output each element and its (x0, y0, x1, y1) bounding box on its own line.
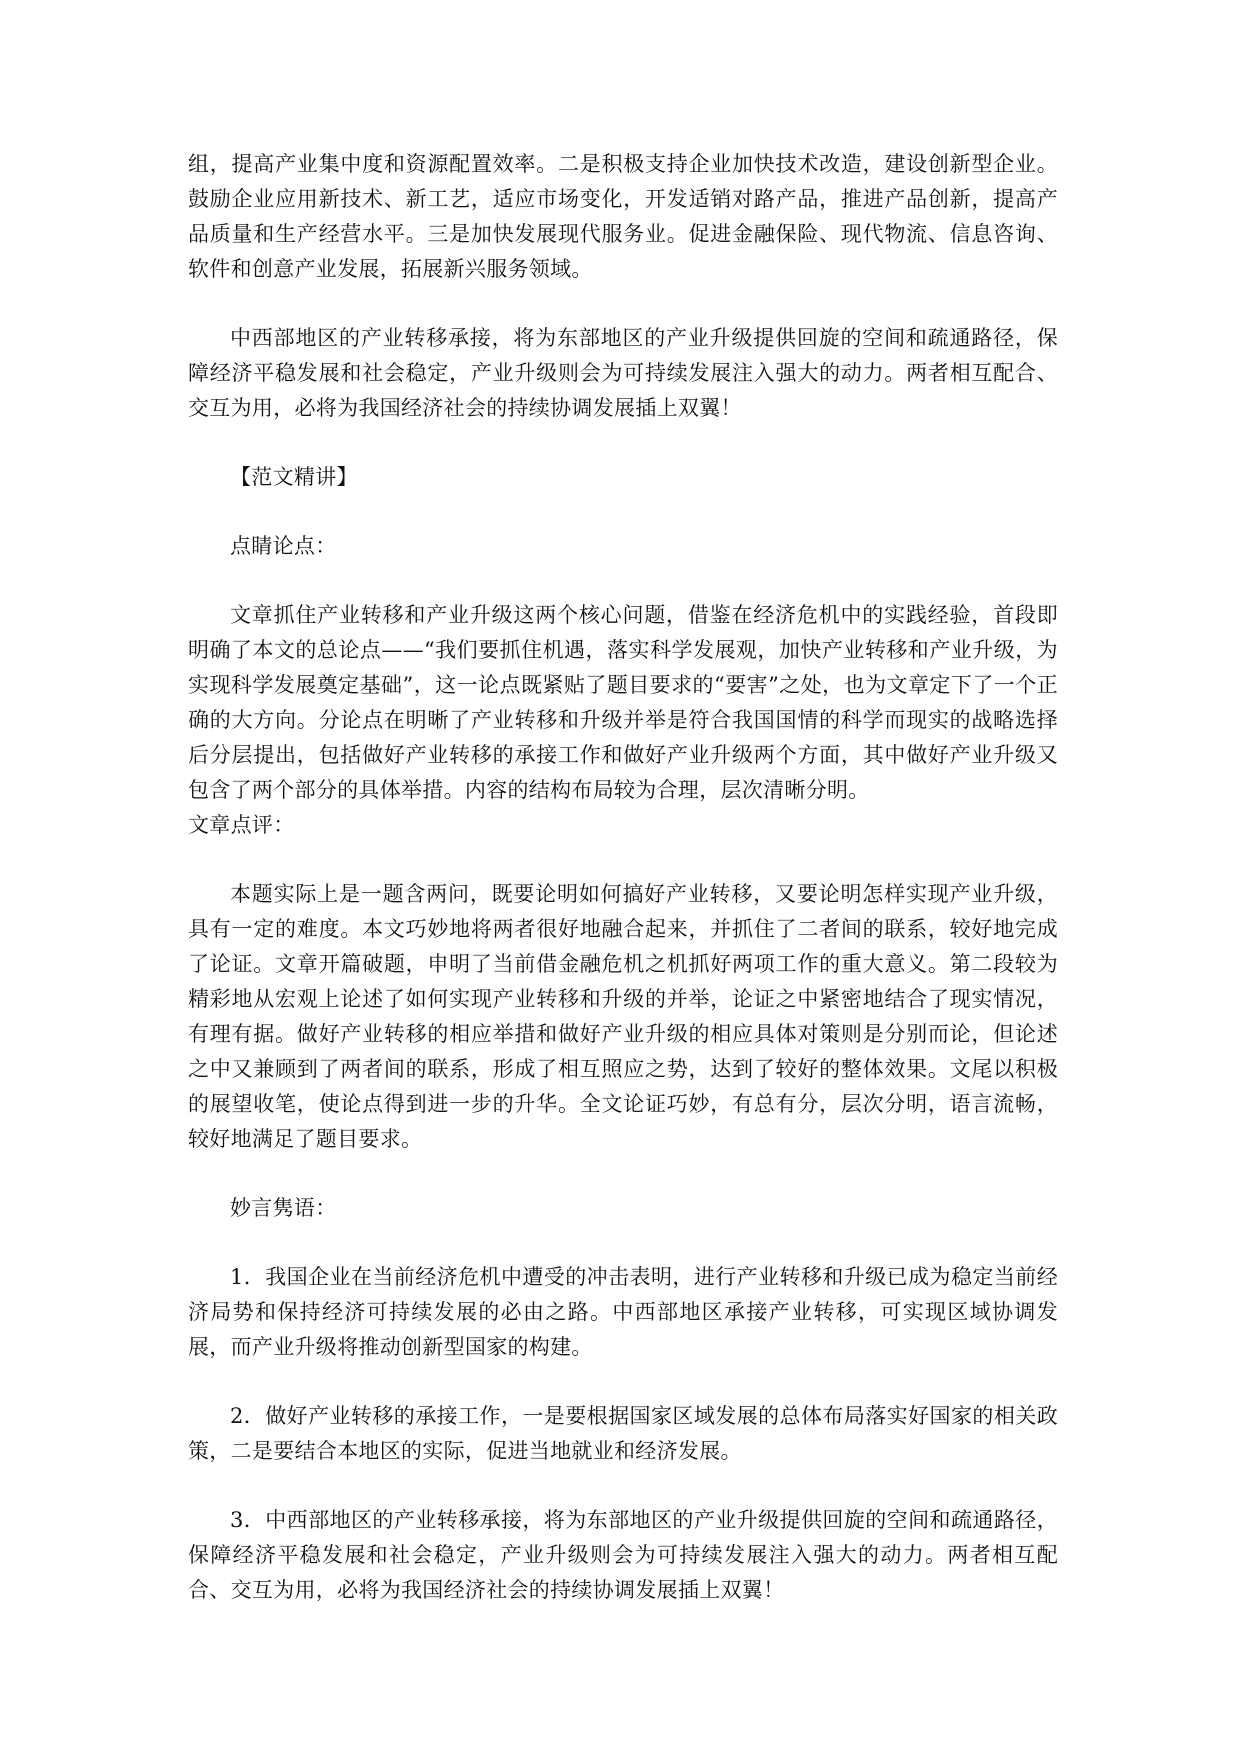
quote-item-1: 1．我国企业在当前经济危机中遭受的冲击表明，进行产业转移和升级已成为稳定当前经济局势和保持经济可持续发展的必由之路。中西部地区承接产业转移，可实现区域协调发展，而产业升级将推动创新型国家的构建。 (188, 1265, 1058, 1359)
paragraph-conclusion: 中西部地区的产业转移承接，将为东部地区的产业升级提供回旋的空间和疏通路径，保障经济平稳发展和社会稳定，产业升级则会为可持续发展注入强大的动力。两者相互配合、交互为用，必将为我国经济社会的持续协调发展插上双翼！ (188, 326, 1058, 420)
section-heading-model-essay-analysis: 【范文精讲】 (230, 465, 358, 489)
subheading-quotable-lines: 妙言隽语： (230, 1196, 337, 1220)
paragraph-review: 本题实际上是一题含两问，既要论明如何搞好产业转移，又要论明怎样实现产业升级，具有一定的难度。本文巧妙地将两者很好地融合起来，并抓住了二者间的联系，较好地完成了论证。文章开篇破题，申明了当前借金融危机之机抓好两项工作的重大意义。第二段较为精彩地从宏观上论述了如何实现产业转移和升级的并举，论证之中紧密地结合了现实情况，有理有据。做好产业转移的相应举措和做好产业升级的相应具体对策则是分别而论，但论述之中又兼顾到了两者间的联系，形成了相互照应之势，达到了较好的整体效果。文尾以积极的展望收笔，使论点得到进一步的升华。全文论证巧妙，有总有分，层次分明，语言流畅，较好地满足了题目要求。 (188, 882, 1058, 1151)
paragraph-argument-analysis: 文章抓住产业转移和产业升级这两个核心问题，借鉴在经济危机中的实践经验，首段即明确了本文的总论点——“我们要抓住机遇，落实科学发展观，加快产业转移和产业升级，为实现科学发展奠定基础”，这一论点既紧贴了题目要求的“要害”之处，也为文章定下了一个正确的大方向。分论点在明晰了产业转移和升级并举是符合我国国情的科学而现实的战略选择后分层提出，包括做好产业转移的承接工作和做好产业升级两个方面，其中做好产业升级又包含了两个部分的具体举措。内容的结构布局较为合理，层次清晰分明。 (188, 603, 1058, 802)
paragraph-continuation: 组，提高产业集中度和资源配置效率。二是积极支持企业加快技术改造，建设创新型企业。鼓励企业应用新技术、新工艺，适应市场变化，开发适销对路产品，推进产品创新，提高产品质量和生产经营水平。三是加快发展现代服务业。促进金融保险、现代物流、信息咨询、软件和创意产业发展，拓展新兴服务领域。 (188, 152, 1058, 281)
document-page (188, 147, 1058, 1608)
subheading-article-review: 文章点评： (188, 813, 295, 837)
subheading-key-argument: 点睛论点： (230, 534, 337, 558)
quote-item-2: 2．做好产业转移的承接工作，一是要根据国家区域发展的总体布局落实好国家的相关政策，二是要结合本地区的实际，促进当地就业和经济发展。 (188, 1404, 1058, 1463)
quote-item-3: 3．中西部地区的产业转移承接，将为东部地区的产业升级提供回旋的空间和疏通路径，保障经济平稳发展和社会稳定，产业升级则会为可持续发展注入强大的动力。两者相互配合、交互为用，必将为我国经济社会的持续协调发展插上双翼！ (188, 1508, 1058, 1602)
